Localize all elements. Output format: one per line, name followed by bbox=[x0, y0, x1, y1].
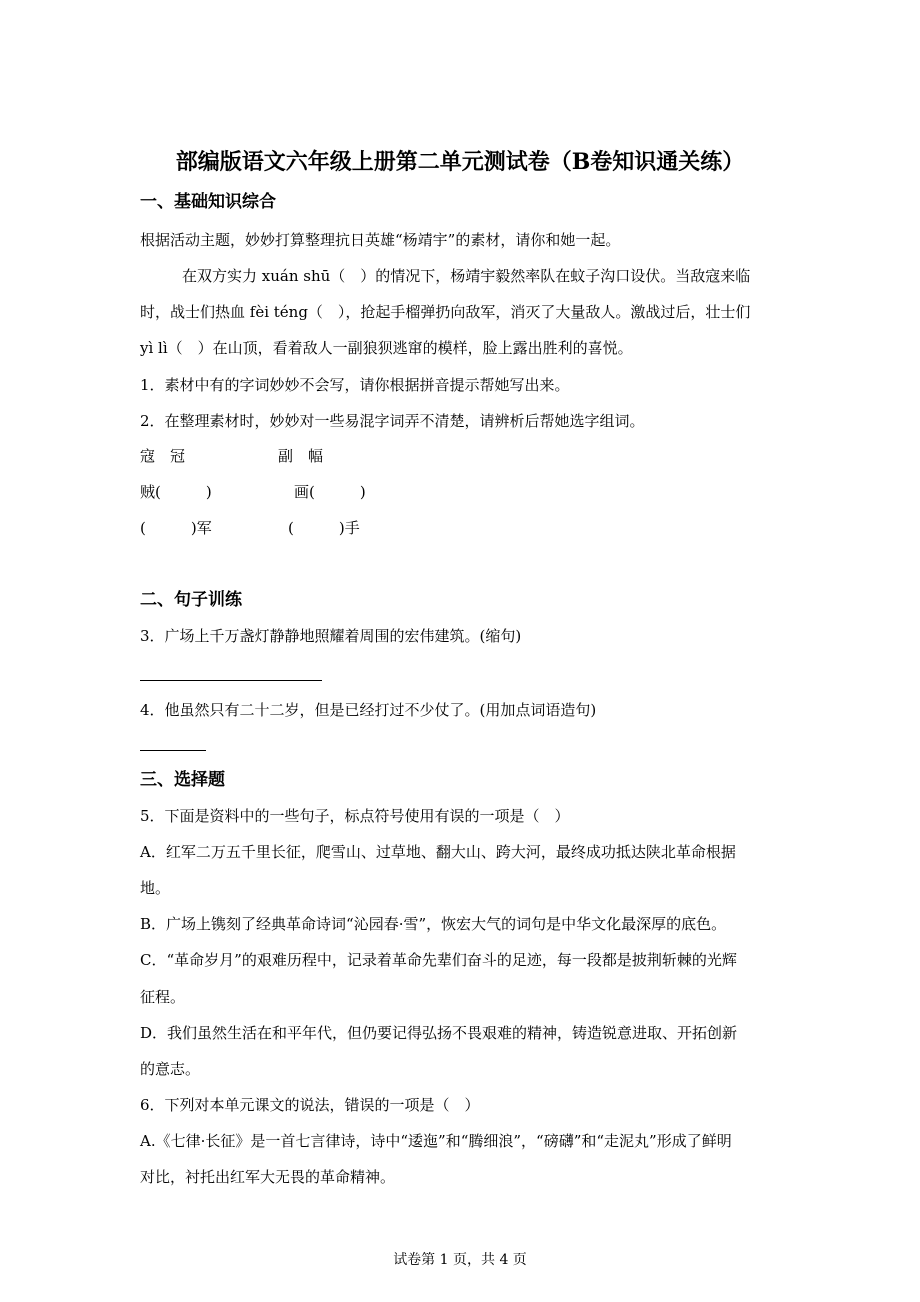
q5-option-c-line1[interactable]: C．“革命岁月”的艰难历程中，记录着革命先辈们奋斗的足迹，每一段都是披荆斩棘的光辉 bbox=[140, 951, 737, 969]
question-3: 3．广场上千万盏灯静静地照耀着周围的宏伟建筑。(缩句) bbox=[140, 627, 522, 645]
blank-row1-left[interactable]: 贼( ) bbox=[140, 483, 212, 501]
passage-line-2: 时，战士们热血 fèi téng（ ），抢起手榴弹扔向敌军，消灭了大量敌人。激战过后，壮士们 bbox=[140, 303, 751, 321]
page-footer: 试卷第 1 页，共 4 页 bbox=[393, 1252, 527, 1268]
q5-option-c-line2[interactable]: 征程。 bbox=[140, 988, 186, 1006]
answer-line-q3[interactable] bbox=[140, 680, 322, 681]
passage-line-3: yì lì（ ）在山顶，看着敌人一副狼狈逃窜的模样，脸上露出胜利的喜悦。 bbox=[140, 339, 633, 357]
choice-pair-left: 寇 冠 bbox=[140, 447, 186, 465]
question-5: 5．下面是资料中的一些句子，标点符号使用有误的一项是（ ） bbox=[140, 807, 570, 825]
q5-option-b[interactable]: B．广场上镌刻了经典革命诗词“沁园春·雪”，恢宏大气的词句是中华文化最深厚的底色。 bbox=[140, 915, 727, 933]
section-heading-choices: 三、选择题 bbox=[140, 770, 225, 790]
passage-line-1: 在双方实力 xuán shū（ ）的情况下，杨靖宇毅然率队在蚊子沟口设伏。当敌寇来临 bbox=[182, 267, 751, 285]
page-title: 部编版语文六年级上册第二单元测试卷（B卷知识通关练） bbox=[175, 149, 745, 175]
section1-intro: 根据活动主题，妙妙打算整理抗日英雄“杨靖宇”的素材，请你和她一起。 bbox=[140, 231, 621, 249]
question-4: 4．他虽然只有二十二岁，但是已经打过不少仗了。(用加点词语造句) bbox=[140, 701, 597, 719]
q5-option-a-line2[interactable]: 地。 bbox=[140, 879, 171, 897]
question-6: 6．下列对本单元课文的说法，错误的一项是（ ） bbox=[140, 1096, 480, 1114]
blank-row2-left[interactable]: ( )军 bbox=[140, 519, 212, 537]
q6-option-a-line1[interactable]: A.《七律·长征》是一首七言律诗，诗中“逶迤”和“腾细浪”，“磅礴”和“走泥丸”形成了鲜明 bbox=[140, 1132, 732, 1150]
question-2: 2．在整理素材时，妙妙对一些易混字词弄不清楚，请辨析后帮她选字组词。 bbox=[140, 412, 645, 430]
q5-option-d-line1[interactable]: D．我们虽然生活在和平年代，但仍要记得弘扬不畏艰难的精神，铸造锐意进取、开拓创新 bbox=[140, 1024, 738, 1042]
q5-option-d-line2[interactable]: 的意志。 bbox=[140, 1060, 201, 1078]
choice-pair-right: 副 幅 bbox=[278, 447, 324, 465]
question-1: 1．素材中有的字词妙妙不会写，请你根据拼音提示帮她写出来。 bbox=[140, 376, 570, 394]
answer-line-q4[interactable] bbox=[140, 750, 206, 751]
blank-row1-right[interactable]: 画( ) bbox=[294, 483, 366, 501]
section-heading-basics: 一、基础知识综合 bbox=[140, 192, 276, 212]
blank-row2-right[interactable]: ( )手 bbox=[288, 519, 360, 537]
q5-option-a-line1[interactable]: A．红军二万五千里长征，爬雪山、过草地、翻大山、跨大河，最终成功抵达陕北革命根据 bbox=[140, 843, 736, 861]
section-heading-sentences: 二、句子训练 bbox=[140, 590, 242, 610]
q6-option-a-line2[interactable]: 对比，衬托出红军大无畏的革命精神。 bbox=[140, 1168, 396, 1186]
